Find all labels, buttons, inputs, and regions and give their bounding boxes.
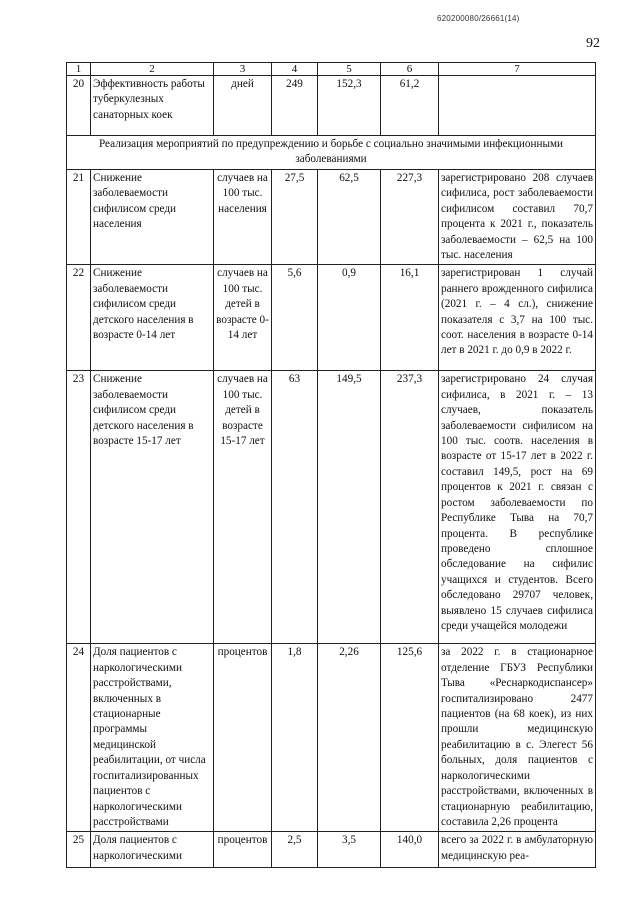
column-number: 3 bbox=[214, 63, 272, 76]
note: всего за 2022 г. в амбулаторную медицинскую реа- bbox=[439, 832, 596, 868]
indicator-name: Снижение заболеваемости сифилисом среди населения bbox=[91, 170, 214, 265]
unit: дней bbox=[214, 76, 272, 136]
table-row bbox=[67, 265, 596, 371]
unit: случаев на 100 тыс. населения bbox=[214, 170, 272, 265]
section-row bbox=[67, 136, 596, 170]
column-number: 1 bbox=[67, 63, 91, 76]
column-number: 5 bbox=[318, 63, 381, 76]
value-col4: 1,8 bbox=[272, 644, 318, 832]
indicator-name: Доля пациентов с наркологическими bbox=[91, 832, 214, 868]
note: зарегистрировано 24 случая сифилиса, в 2021 г. – 13 случаев, показатель заболеваемости сифилисом на 100 тыс. соотв. населения в возрасте от 15-17 лет в 2022 г. составил 149,5, рост на 69 процентов к 2021 г. связан с ростом заболеваемости по Республике Тыва на 70,7 процента. В республике проведено сплошное обследование на сифилис учащихся и студентов. Всего обследовано 29707 человек, выявлено 15 случаев сифилиса среди учащейся молодежи bbox=[439, 371, 596, 644]
column-number: 7 bbox=[439, 63, 596, 76]
value-col6: 140,0 bbox=[381, 832, 439, 868]
row-number: 21 bbox=[67, 170, 91, 265]
row-number: 20 bbox=[67, 76, 91, 136]
table-row bbox=[67, 170, 596, 265]
row-number: 25 bbox=[67, 832, 91, 868]
note bbox=[439, 76, 596, 136]
note: зарегистрировано 208 случаев сифилиса, рост заболеваемости сифилисом составил 70,7 процента к 2021 г., показатель заболеваемости – 62,5 на 100 тыс. населения bbox=[439, 170, 596, 265]
value-col6: 227,3 bbox=[381, 170, 439, 265]
value-col5: 62,5 bbox=[318, 170, 381, 265]
row-number: 22 bbox=[67, 265, 91, 371]
section-title: Реализация мероприятий по предупреждению и борьбе с социально значимыми инфекционными заболеваниями bbox=[67, 136, 596, 170]
column-number: 6 bbox=[381, 63, 439, 76]
unit: процентов bbox=[214, 832, 272, 868]
value-col5: 3,5 bbox=[318, 832, 381, 868]
value-col6: 61,2 bbox=[381, 76, 439, 136]
column-number-row bbox=[67, 63, 596, 76]
indicator-name: Доля пациентов с наркологическими расстройствами, включенных в стационарные программы медицинской реабилитации, от числа госпитализированных пациентов с наркологическими расстройствами bbox=[91, 644, 214, 832]
note: зарегистрирован 1 случай раннего врожденного сифилиса (2021 г. – 4 сл.), снижение показателя с 3,7 на 100 тыс. соот. населения в возрасте 0-14 лет в 2021 г. до 0,9 в 2022 г. bbox=[439, 265, 596, 371]
value-col4: 2,5 bbox=[272, 832, 318, 868]
value-col6: 237,3 bbox=[381, 371, 439, 644]
indicators-table bbox=[66, 62, 596, 868]
row-number: 24 bbox=[67, 644, 91, 832]
row-number: 23 bbox=[67, 371, 91, 644]
document-number: 620200080/26661(14) bbox=[437, 14, 520, 23]
value-col4: 249 bbox=[272, 76, 318, 136]
value-col5: 2,26 bbox=[318, 644, 381, 832]
value-col6: 16,1 bbox=[381, 265, 439, 371]
value-col6: 125,6 bbox=[381, 644, 439, 832]
unit: процентов bbox=[214, 644, 272, 832]
table-row bbox=[67, 832, 596, 868]
table-row bbox=[67, 371, 596, 644]
value-col4: 63 bbox=[272, 371, 318, 644]
value-col4: 27,5 bbox=[272, 170, 318, 265]
unit: случаев на 100 тыс. детей в возрасте 15-17 лет bbox=[214, 371, 272, 644]
indicator-name: Снижение заболеваемости сифилисом среди детского населения в возрасте 0-14 лет bbox=[91, 265, 214, 371]
value-col4: 5,6 bbox=[272, 265, 318, 371]
note: за 2022 г. в стационарное отделение ГБУЗ Республики Тыва «Реснаркодиспансер» госпитализировано 2477 пациентов (на 68 коек), из них прошли медицинскую реабилитацию в с. Элегест 56 больных, доля пациентов с наркологическими расстройствами, включенных в стационарную реабилитацию, составила 2,26 процента bbox=[439, 644, 596, 832]
value-col5: 152,3 bbox=[318, 76, 381, 136]
table-row bbox=[67, 76, 596, 136]
indicator-name: Снижение заболеваемости сифилисом среди детского населения в возрасте 15-17 лет bbox=[91, 371, 214, 644]
page-number: 92 bbox=[586, 36, 600, 51]
column-number: 4 bbox=[272, 63, 318, 76]
table-row bbox=[67, 644, 596, 832]
column-number: 2 bbox=[91, 63, 214, 76]
value-col5: 0,9 bbox=[318, 265, 381, 371]
unit: случаев на 100 тыс. детей в возрасте 0-14 лет bbox=[214, 265, 272, 371]
indicator-name: Эффективность работы туберкулезных санаторных коек bbox=[91, 76, 214, 136]
value-col5: 149,5 bbox=[318, 371, 381, 644]
